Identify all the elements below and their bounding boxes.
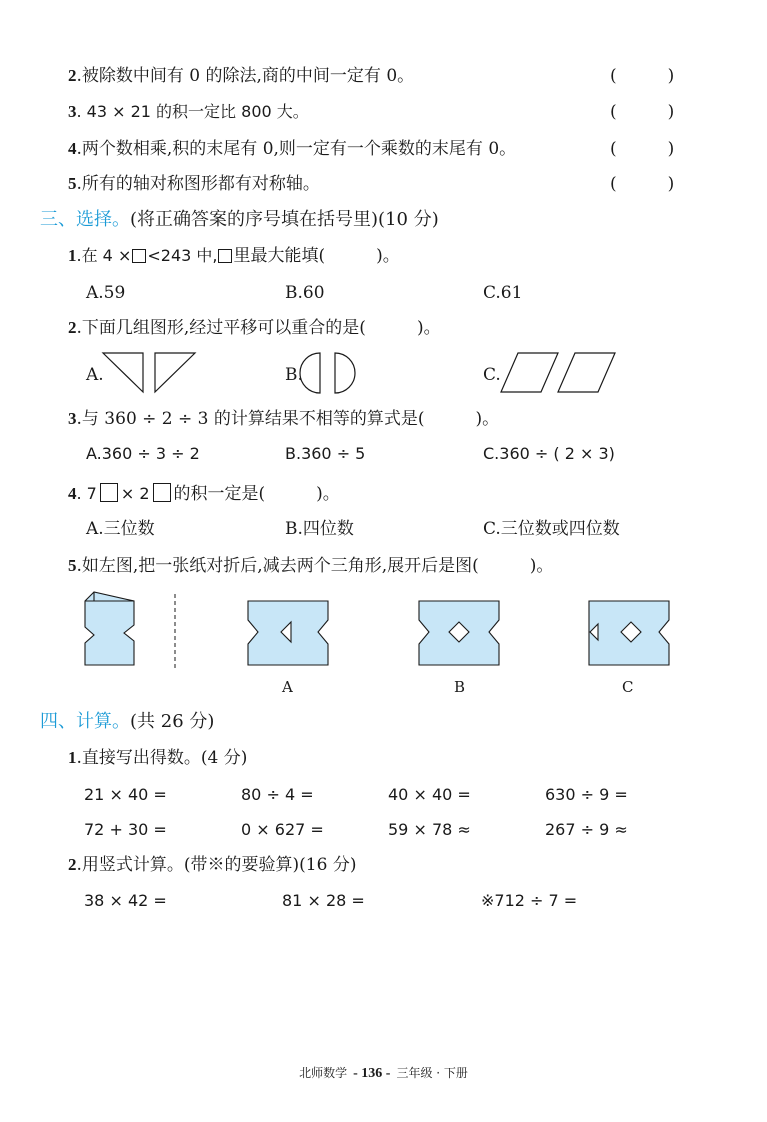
option-a-label[interactable]: A [282,678,293,696]
choice-q4: 4. 7 × 2 的积一定是( )。 [68,484,340,504]
unfolded-option-a[interactable] [247,600,329,666]
semicircles-figure [298,352,358,394]
section-heading-choice: 三、选择。(将正确答案的序号填在括号里)(10 分) [40,209,439,230]
parallelograms-figure [500,352,620,394]
option-b[interactable]: B.四位数 [285,519,354,539]
calc-q1: 1.直接写出得数。(4 分) [68,748,248,768]
option-a[interactable]: A.59 [86,283,126,303]
folded-paper-figure [84,591,136,667]
option-b[interactable]: B.60 [285,283,325,303]
section-heading-calc: 四、计算。(共 26 分) [40,711,215,732]
answer-paren[interactable]: ( ) [610,174,675,194]
option-a-label[interactable]: A. [86,365,104,385]
option-b-label[interactable]: B. [285,365,303,385]
option-c[interactable]: C.360 ÷ ( 2 × 3) [483,444,615,463]
calc-q2: 2.用竖式计算。(带※的要验算)(16 分) [68,855,357,875]
page-number: - 136 - [353,1066,391,1081]
oral-calc-item: 630 ÷ 9 = [545,785,628,804]
choice-q2: 2.下面几组图形,经过平移可以重合的是( )。 [68,318,441,338]
page-footer: 北师数学 - 136 - 三年级 · 下册 [299,1066,468,1081]
oral-calc-item: 40 × 40 = [388,785,471,804]
judge-item-5: 5.所有的轴对称图形都有对称轴。 [68,174,320,194]
oral-calc-item: 80 ÷ 4 = [241,785,314,804]
blank-box [132,249,146,263]
choice-q3: 3.与 360 ÷ 2 ÷ 3 的计算结果不相等的算式是( )。 [68,409,500,429]
answer-paren[interactable]: ( ) [610,102,675,122]
option-b[interactable]: B.360 ÷ 5 [285,444,366,463]
vertical-calc-item: ※712 ÷ 7 = [481,891,578,910]
option-a[interactable]: A.三位数 [86,519,155,539]
option-a[interactable]: A.360 ÷ 3 ÷ 2 [86,444,200,463]
answer-paren[interactable]: ( ) [610,66,675,86]
option-b-label[interactable]: B [454,678,466,696]
blank-box [218,249,232,263]
judge-item-2: 2.被除数中间有 0 的除法,商的中间一定有 0。 [68,66,415,86]
choice-q5: 5.如左图,把一张纸对折后,减去两个三角形,展开后是图( )。 [68,556,554,576]
oral-calc-item: 0 × 627 = [241,820,324,839]
judge-item-4: 4.两个数相乘,积的末尾有 0,则一定有一个乘数的末尾有 0。 [68,139,517,159]
answer-paren[interactable]: ( ) [610,139,675,159]
oral-calc-item: 21 × 40 = [84,785,167,804]
blank-box [153,483,171,502]
oral-calc-item: 59 × 78 ≈ [388,820,471,839]
judge-item-3: 3. 43 × 21 的积一定比 800 大。 [68,102,309,121]
oral-calc-item: 72 + 30 = [84,820,167,839]
dashed-divider [173,594,177,668]
unfolded-option-c[interactable] [588,600,670,666]
vertical-calc-item: 81 × 28 = [282,891,365,910]
option-c[interactable]: C.61 [483,283,523,303]
option-c[interactable]: C.三位数或四位数 [483,519,620,539]
option-c-label[interactable]: C [622,678,634,696]
option-c-label[interactable]: C. [483,365,501,385]
vertical-calc-item: 38 × 42 = [84,891,167,910]
unfolded-option-b[interactable] [418,600,500,666]
oral-calc-item: 267 ÷ 9 ≈ [545,820,628,839]
triangles-figure [102,352,198,394]
choice-q1: 1.在 4 × <243 中, 里最大能填( )。 [68,246,400,266]
blank-box [100,483,118,502]
